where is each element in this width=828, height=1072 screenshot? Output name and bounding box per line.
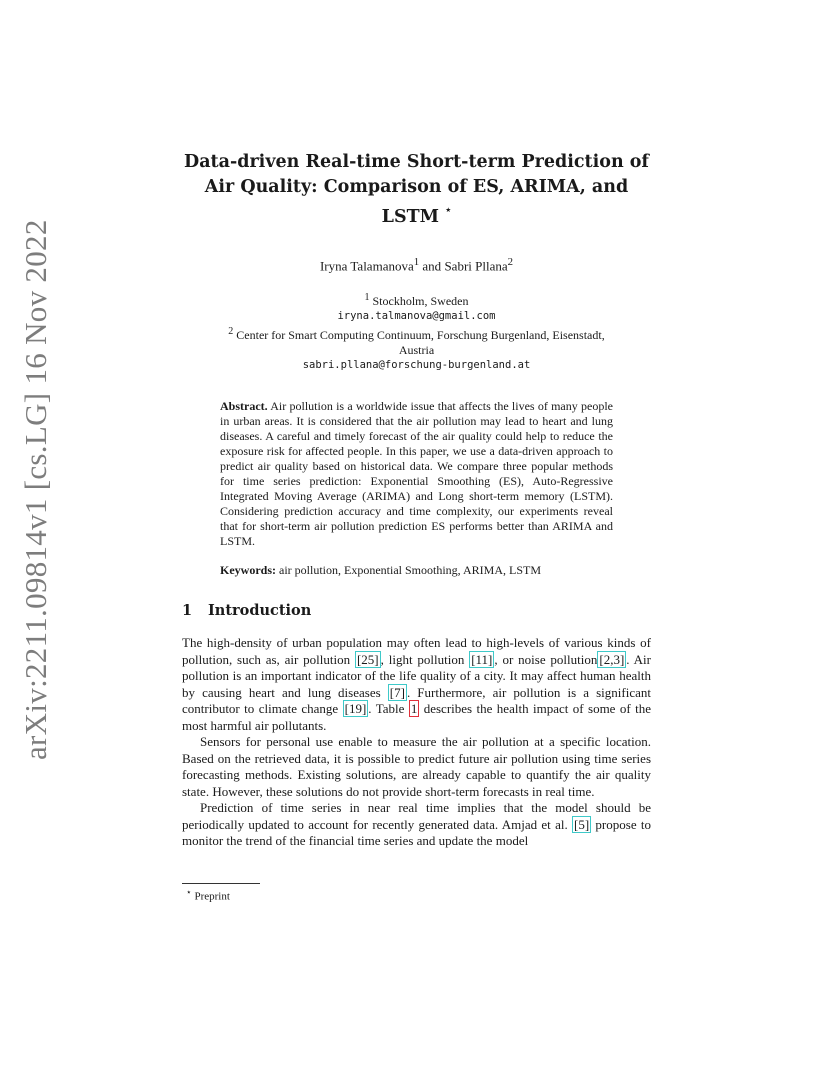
author-2-sup: 2 — [507, 255, 514, 268]
p1-text-4: . Air pollution is an important indicator of the life quality of a city. It may affect human health by causing heart and lung diseases — [182, 651, 651, 700]
footnote — [186, 887, 230, 903]
author-list — [182, 256, 651, 274]
p3-text-2: propose to monitor the trend of the financial time series and update the model — [182, 816, 651, 849]
p1-text-1: The high-density of urban population may often lead to high-levels of various kinds of pollution, such as, air pollution — [182, 635, 651, 667]
p1-text-7: describes the health impact of some of the most harmful air pollutants. — [182, 701, 651, 733]
p3-text-1: Prediction of time series in near real time implies that the model should be periodically updated to account for recently generated data. Amjad et al. — [182, 800, 651, 832]
aff-1: Stockholm, Sweden — [372, 294, 469, 309]
paper-page — [182, 150, 651, 850]
footnote-rule — [182, 883, 260, 884]
paragraph-3 — [182, 800, 651, 850]
author-and: and — [422, 258, 442, 274]
section-title: Introduction — [208, 602, 312, 620]
paragraph-1 — [182, 635, 651, 734]
title-line-2: Air Quality: Comparison of ES, ARIMA, and — [204, 177, 629, 197]
citation-link[interactable]: [11] — [471, 651, 493, 667]
citation-link[interactable]: [7] — [389, 684, 405, 700]
title-line-1: Data-driven Real-time Short-term Prediction of — [184, 152, 649, 172]
footnote-text: Preprint — [194, 890, 230, 903]
citation-link[interactable]: [2,3] — [599, 651, 625, 667]
aff-2b: Austria — [398, 343, 435, 358]
p1-text-2: , light pollution — [380, 651, 470, 667]
p1-text-5: . Furthermore, air pollution is a significant contributor to climate change — [182, 684, 651, 717]
section-heading — [182, 602, 651, 619]
section-number: 1 — [182, 602, 193, 620]
footnote-mark: ⋆ — [186, 887, 192, 897]
author-1-sup: 1 — [413, 255, 420, 268]
p1-text-3: , or noise pollution — [494, 651, 598, 667]
keywords — [220, 563, 613, 578]
keywords-label: Keywords: — [220, 563, 276, 578]
arxiv-stamp: arXiv:2211.09814v1 [cs.LG] 16 Nov 2022 — [18, 219, 53, 760]
email-1[interactable]: iryna.talmanova@gmail.com — [337, 310, 496, 323]
email-2[interactable]: sabri.pllana@forschung-burgenland.at — [302, 359, 531, 372]
abstract — [220, 399, 613, 549]
title-line-3: LSTM — [381, 206, 439, 227]
paragraph-2: Sensors for personal use enable to measure the air pollution at a specific location. Based on the retrieved data, it is possible to predict future air pollution using time series forecasting methods. Existing solutions, are already capable to quantify the air quality state. However, these solutions do not provide short-term forecasts in real time. — [182, 734, 651, 799]
citation-link[interactable]: [5] — [573, 816, 590, 832]
citation-link[interactable]: [25] — [356, 651, 379, 667]
title-footnote-mark: ⋆ — [445, 205, 452, 216]
p1-text-6: . Table — [368, 701, 409, 717]
aff-2-num: 2 — [228, 326, 234, 338]
citation-link[interactable]: [19] — [344, 701, 367, 717]
paper-title — [182, 150, 651, 230]
aff-2a: Center for Smart Computing Continuum, Forschung Burgenland, Eisenstadt, — [236, 328, 605, 343]
affiliations — [182, 290, 651, 373]
aff-1-num: 1 — [364, 292, 370, 304]
table-ref-link[interactable]: 1 — [410, 701, 418, 717]
keywords-text: air pollution, Exponential Smoothing, ARIMA, LSTM — [279, 563, 541, 578]
author-1: Iryna Talamanova — [319, 258, 414, 274]
abstract-text: Air pollution is a worldwide issue that affects the lives of many people in urban areas. It is considered that the air pollution may lead to heart and lung diseases. A careful and timely forecast of the air quality could help to reduce the exposure risk for affected people. In this paper, we use a data-driven approach to predict air quality based on historical data. We compare three popular methods for time series prediction: Exponential Smoothing (ES), Auto-Regressive Integrated Moving Average (ARIMA) and Long short-term memory (LSTM). Considering prediction accuracy and time complexity, our experiments reveal that for short-term air pollution prediction ES performs better than ARIMA and LSTM. — [220, 399, 613, 549]
abstract-label: Abstract. — [220, 399, 268, 414]
author-2: Sabri Pllana — [444, 258, 508, 274]
